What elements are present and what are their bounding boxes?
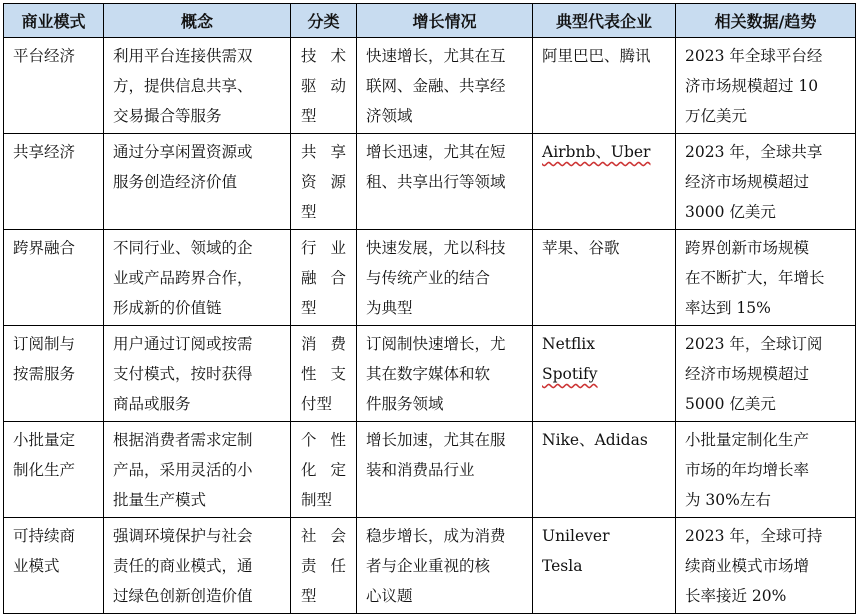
cell-line: Airbnb、Uber [542, 143, 651, 161]
cell-line: 形成新的价值链 [113, 299, 222, 317]
cell-line: 经济市场规模超过 [685, 173, 810, 191]
header-row [4, 4, 856, 38]
cell-line: 苹果、谷歌 [542, 239, 620, 257]
cell-line: 责 任 [301, 557, 346, 575]
cell-model [4, 518, 104, 614]
cell-line: 技 术 [301, 47, 346, 65]
cell-model [4, 134, 104, 230]
cell-line: 性 支 [301, 365, 346, 383]
cell-line: 融 合 [301, 269, 346, 287]
cell-concept [104, 38, 291, 134]
header-model: 商业模式 [4, 4, 104, 38]
cell-concept [104, 518, 291, 614]
table-row [4, 230, 856, 326]
cell-line: 心议题 [366, 587, 413, 605]
cell-line: 利用平台连接供需双 [113, 47, 253, 65]
cell-line: 订阅制与 [13, 335, 76, 353]
cell-line: 增长迅速，尤其在短 [366, 143, 506, 161]
cell-line: 租、共享出行等领域 [366, 173, 506, 191]
cell-line: 制型 [301, 491, 333, 509]
cell-line: Nike、Adidas [542, 431, 648, 449]
cell-category [291, 326, 357, 422]
cell-line: 2023 年，全球订阅 [685, 335, 823, 353]
cell-line: 小批量定 [13, 431, 76, 449]
cell-line: 率达到 15% [685, 299, 771, 317]
header-trend: 相关数据/趋势 [676, 4, 856, 38]
cell-line: 产品，采用灵活的小 [113, 461, 253, 479]
cell-line: 济领域 [366, 107, 413, 125]
cell-line: 续商业模式市场增 [685, 557, 810, 575]
cell-growth [357, 38, 533, 134]
cell-line: 型 [301, 107, 317, 125]
cell-trend [676, 38, 856, 134]
cell-line: Unilever [542, 527, 610, 545]
cell-line: 3000 亿美元 [685, 203, 776, 221]
cell-line: 可持续商 [13, 527, 76, 545]
cell-line: 不同行业、领域的企 [113, 239, 253, 257]
cell-line: 订阅制快速增长，尤 [366, 335, 506, 353]
cell-line: 业模式 [13, 557, 60, 575]
cell-line: 个 性 [301, 431, 346, 449]
cell-line: 在不断扩大，年增长 [685, 269, 825, 287]
header-concept: 概念 [104, 4, 291, 38]
cell-line: 为 30%左右 [685, 491, 771, 509]
header-companies: 典型代表企业 [533, 4, 676, 38]
cell-line: 跨界创新市场规模 [685, 239, 810, 257]
cell-line: 过绿色创新创造价值 [113, 587, 253, 605]
cell-line: 5000 亿美元 [685, 395, 776, 413]
cell-growth [357, 518, 533, 614]
cell-line: 支付模式，按时获得 [113, 365, 253, 383]
cell-line: 跨界融合 [13, 239, 76, 257]
cell-growth [357, 134, 533, 230]
table-row [4, 422, 856, 518]
cell-line: 行 业 [301, 239, 346, 257]
cell-line: 交易撮合等服务 [113, 107, 222, 125]
table-row [4, 518, 856, 614]
cell-trend [676, 134, 856, 230]
cell-line: 服务创造经济价值 [113, 173, 238, 191]
cell-category [291, 134, 357, 230]
cell-trend [676, 326, 856, 422]
cell-line: 增长加速，尤其在服 [366, 431, 506, 449]
cell-category [291, 422, 357, 518]
cell-line: 为典型 [366, 299, 413, 317]
cell-companies [533, 134, 676, 230]
cell-concept [104, 422, 291, 518]
cell-line: 装和消费品行业 [366, 461, 475, 479]
cell-line: 消 费 [301, 335, 346, 353]
cell-line: 万亿美元 [685, 107, 748, 125]
cell-concept [104, 230, 291, 326]
cell-model [4, 38, 104, 134]
cell-line: 型 [301, 587, 317, 605]
cell-companies [533, 326, 676, 422]
cell-line: 长率接近 20% [685, 587, 787, 605]
cell-companies [533, 38, 676, 134]
cell-line: 按需服务 [13, 365, 76, 383]
cell-line: Netflix [542, 335, 596, 353]
cell-line: 快速增长，尤其在互 [366, 47, 506, 65]
cell-line: 阿里巴巴、腾讯 [542, 47, 651, 65]
cell-trend [676, 230, 856, 326]
cell-line: 者与企业重视的核 [366, 557, 491, 575]
cell-line: 方，提供信息共享、 [113, 77, 253, 95]
cell-line: 驱 动 [301, 77, 346, 95]
header-growth: 增长情况 [357, 4, 533, 38]
cell-line: 快速发展，尤以科技 [366, 239, 506, 257]
cell-line: Tesla [542, 557, 583, 575]
cell-line: 业或产品跨界合作， [113, 269, 253, 287]
table-row [4, 134, 856, 230]
cell-line: 2023 年，全球可持 [685, 527, 823, 545]
cell-line: 其在数字媒体和软 [366, 365, 491, 383]
cell-line: 小批量定制化生产 [685, 431, 810, 449]
cell-line: 2023 年，全球共享 [685, 143, 823, 161]
cell-line: 济市场规模超过 10 [685, 77, 819, 95]
cell-line: 制化生产 [13, 461, 76, 479]
business-model-table [3, 3, 856, 614]
cell-category [291, 230, 357, 326]
cell-line: 社 会 [301, 527, 346, 545]
cell-model [4, 230, 104, 326]
cell-trend [676, 422, 856, 518]
cell-category [291, 518, 357, 614]
cell-concept [104, 326, 291, 422]
cell-growth [357, 422, 533, 518]
cell-companies [533, 230, 676, 326]
cell-line: 平台经济 [13, 47, 76, 65]
cell-line: 用户通过订阅或按需 [113, 335, 253, 353]
cell-model [4, 326, 104, 422]
cell-line: 型 [301, 299, 317, 317]
cell-line: 通过分享闲置资源或 [113, 143, 253, 161]
cell-line: 稳步增长，成为消费 [366, 527, 506, 545]
cell-line: 共享经济 [13, 143, 76, 161]
cell-model [4, 422, 104, 518]
table-row [4, 38, 856, 134]
cell-line: 与传统产业的结合 [366, 269, 491, 287]
cell-line: 付型 [301, 395, 333, 413]
cell-line: 批量生产模式 [113, 491, 207, 509]
cell-line: 强调环境保护与社会 [113, 527, 253, 545]
cell-line: 型 [301, 203, 317, 221]
cell-line: 联网、金融、共享经 [366, 77, 506, 95]
cell-line: 责任的商业模式，通 [113, 557, 253, 575]
cell-growth [357, 326, 533, 422]
cell-line: 件服务领域 [366, 395, 444, 413]
cell-concept [104, 134, 291, 230]
cell-line: 资 源 [301, 173, 346, 191]
table-container [3, 3, 856, 614]
cell-line: 商品或服务 [113, 395, 191, 413]
table-row [4, 326, 856, 422]
cell-companies [533, 422, 676, 518]
cell-line: 2023 年全球平台经 [685, 47, 823, 65]
cell-trend [676, 518, 856, 614]
cell-growth [357, 230, 533, 326]
header-category: 分类 [291, 4, 357, 38]
cell-line: Spotify [542, 365, 598, 383]
cell-category [291, 38, 357, 134]
cell-line: 化 定 [301, 461, 346, 479]
cell-companies [533, 518, 676, 614]
cell-line: 共 享 [301, 143, 346, 161]
cell-line: 经济市场规模超过 [685, 365, 810, 383]
cell-line: 市场的年均增长率 [685, 461, 810, 479]
cell-line: 根据消费者需求定制 [113, 431, 253, 449]
